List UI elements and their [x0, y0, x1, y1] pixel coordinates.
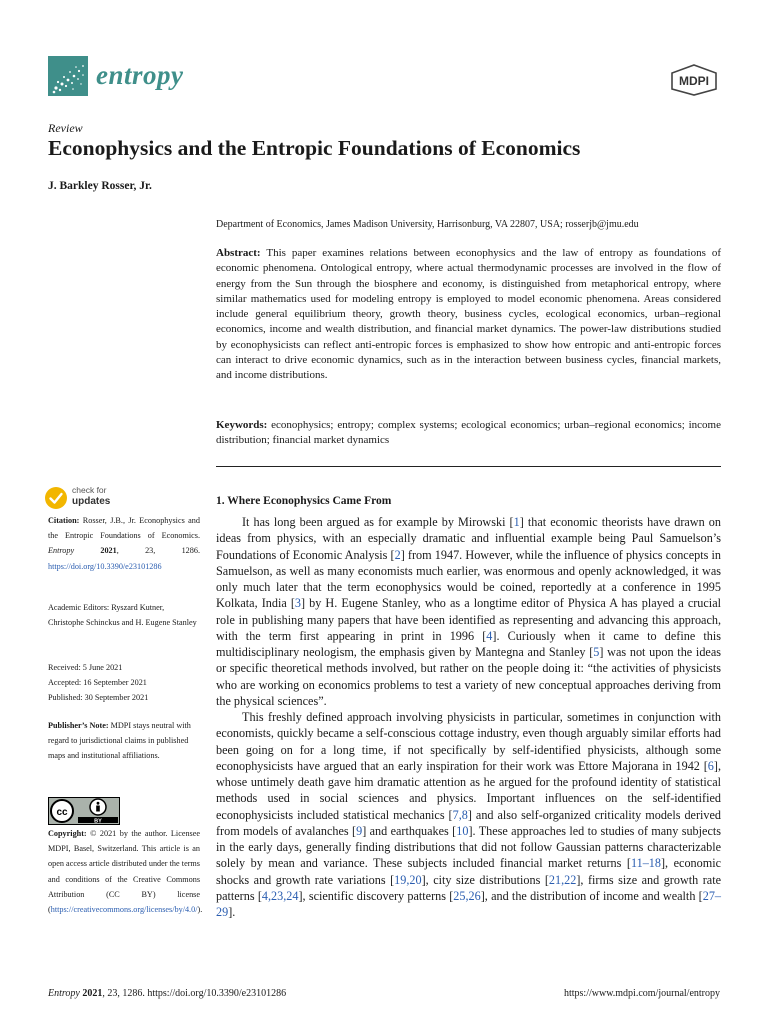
svg-text:cc: cc: [56, 807, 68, 818]
citation-block: [48, 513, 200, 574]
section-body: [216, 514, 721, 920]
citation-volume: , 23, 1286.: [116, 546, 200, 556]
footer-citation: [48, 988, 286, 999]
check-for-updates-button[interactable]: [44, 484, 134, 512]
paragraph-text: It has long been argued as for example by Mirowski [: [242, 515, 514, 529]
citation-journal: Entropy: [48, 546, 75, 556]
citation-ref-link[interactable]: 9: [356, 823, 363, 838]
copyright-text: © 2021 by the author. Licensee MDPI, Basel, Switzerland. This article is an open access article distributed under the terms and conditions of the Creative Commons Attribution (CC BY) license (: [48, 829, 201, 915]
abstract: [216, 246, 721, 384]
citation-ref-link[interactable]: 10: [456, 823, 469, 838]
published-date: Published: 30 September 2021: [48, 693, 149, 703]
citation-ref-link[interactable]: 1: [513, 515, 520, 529]
body-paragraph-1: [216, 514, 721, 709]
paragraph-text: ] by H. Eugene Stanley, who as a longtime editor of Physica A has played a crucial role in publishing many papers that have been identified as representing and advancing this approach, with the term first appearing in print in 1996 [: [216, 596, 721, 643]
received-date: Received: 5 June 2021: [48, 663, 123, 672]
citation-ref-link[interactable]: 4: [486, 628, 493, 643]
citation-doi-link[interactable]: https://doi.org/10.3390/e23101286: [48, 561, 162, 571]
paragraph-text: ] and also self-organized criticality models derived from models of avalanches [: [216, 807, 722, 838]
check-updates-icon: [44, 486, 68, 510]
license-link[interactable]: https://creativecommons.org/licenses/by/4.0/: [50, 905, 198, 915]
footer-year: 2021: [82, 988, 103, 999]
paragraph-text: ] was not upon the ideas or specific theoretical methods involved, but rather on the people doing it: “the activities of physicists who are working on economics problems to test a variety of new conceptual approaches deriving from the physical sciences”.: [216, 645, 721, 708]
paragraph-text: ] that economic theorists have drawn on ideas from physics, with an especially dramatic and influential example being Paul Samuelson’s Foundations of Economic Analysis [: [216, 515, 721, 562]
paragraph-text: ]. Curiously when it came to define this multidisciplinary neologism, the emphasis given by Mantegna and Stanley [: [216, 628, 722, 659]
check-updates-line2: updates: [72, 496, 111, 507]
citation-label: Citation:: [48, 516, 80, 525]
citation-ref-link[interactable]: 6: [707, 758, 714, 773]
citation-text: Rosser, J.B., Jr. Econophysics and the Entropic Foundations of Economics.: [48, 516, 200, 541]
affiliation: Department of Economics, James Madison University, Harrisonburg, VA 22807, USA; rosserjb@jmu.edu: [216, 219, 639, 230]
paragraph-text: ]. These approaches led to studies of many subjects in the early days, generally finding distributions that did not follow Gaussian patterns characterizable solely by mean and variance. These subjects included financial market returns [: [216, 823, 721, 871]
citation-ref-link[interactable]: 4,23,24: [261, 888, 299, 903]
paragraph-text: ] and earthquakes [: [362, 823, 457, 838]
check-updates-line1: check for: [72, 485, 107, 495]
cc-by-license-icon[interactable]: [48, 797, 120, 825]
section-divider: [216, 466, 721, 467]
footer-doi: , 23, 1286. https://doi.org/10.3390/e23101286: [102, 988, 287, 999]
citation-ref-link[interactable]: 7,8: [452, 807, 468, 822]
paragraph-text: ], scientific discovery patterns [: [298, 888, 454, 903]
footer-journal-url[interactable]: https://www.mdpi.com/journal/entropy: [563, 988, 720, 999]
citation-ref-link[interactable]: 21,22: [548, 872, 577, 887]
pubnote-text: MDPI stays neutral with regard to jurisdictional claims in published maps and institutional affiliations.: [48, 721, 191, 761]
publishers-note: [48, 718, 200, 764]
citation-ref-link[interactable]: 19,20: [394, 872, 422, 887]
abstract-label: Abstract:: [216, 247, 261, 259]
section-heading: 1. Where Econophysics Came From: [216, 495, 392, 507]
paragraph-text: ].: [228, 905, 236, 919]
publisher-name: MDPI: [679, 74, 709, 88]
paragraph-text: ], economic shocks and growth rate variations [: [216, 856, 721, 887]
citation-year: 2021: [100, 546, 117, 556]
mdpi-logo-icon: [668, 64, 720, 96]
keywords-text: econophysics; entropy; complex systems; ecological economics; urban–regional economics; income distribution; financial market dynamics: [216, 419, 721, 447]
dates-block: [48, 660, 200, 706]
cc-badge-text: BY: [94, 818, 102, 825]
paragraph-text: ], city size distributions [: [421, 872, 549, 887]
citation-ref-link[interactable]: 25,26: [453, 888, 481, 903]
citation-ref-link[interactable]: 11–18: [630, 856, 661, 871]
copyright-notice: [48, 826, 203, 917]
entropy-logo-icon: [48, 56, 88, 96]
citation-ref-link[interactable]: 2: [394, 547, 401, 562]
paragraph-text: ] from 1947. However, while the influence of physics concepts in Samuelson, as well as many economists much earlier, was enormous and openly acknowledged, it was only much later that the term econophysics would be coined, reportedly at a conference in 1995 Kolkata, India [: [216, 547, 721, 611]
paragraph-text: ], whose untimely death gave him dramatic attention as he argued for the profound identity of statistical methods used in social sciences and physics. Important influences on the self-identified econophysicists included statistical mechanics [: [216, 758, 721, 822]
paper-title: Econophysics and the Entropic Foundations of Economics: [48, 136, 581, 160]
pubnote-label: Publisher’s Note:: [48, 721, 109, 730]
author-list: J. Barkley Rosser, Jr.: [48, 180, 152, 192]
academic-editors: Academic Editors: Ryszard Kutner, Christophe Schinckus and H. Eugene Stanley: [48, 603, 197, 628]
citation-ref-link[interactable]: 5: [593, 645, 600, 659]
copyright-label: Copyright:: [48, 829, 87, 838]
journal-name: entropy: [96, 60, 184, 90]
footer-journal: Entropy: [48, 988, 80, 999]
keywords-label: Keywords:: [216, 419, 268, 431]
citation-ref-link[interactable]: 3: [294, 596, 301, 611]
paragraph-text: ], and the distribution of income and wealth [: [480, 888, 703, 903]
accepted-date: Accepted: 16 September 2021: [48, 678, 147, 688]
article-type: Review: [48, 121, 83, 135]
citation-ref-link[interactable]: 27–29: [216, 888, 722, 919]
copyright-text-end: ).: [197, 905, 203, 915]
body-paragraph-2: [216, 709, 721, 920]
paragraph-text: This freshly defined approach involving physicists in particular, sometimes in conjunction with economists, quickly became a self-conscious cottage industry, even though arguably similar efforts had been going on for a long time, if not specifically by self-identified physicists, although some econophysicists have argued that an early inspiration for their work was Ettore Majorana in 1942 [: [216, 710, 721, 773]
abstract-text: This paper examines relations between econophysics and the law of entropy as foundations of economic phenomena. Ontological entropy, where actual thermodynamic processes are involved in the flow of energy from the Sun through the biosphere and economy, is distinguished from metaphorical entropy, where similar mathematics used for modeling entropy is employed to model economic phenomena. Areas considered include general equilibrium theory, growth theory, business cycles, ecological economics, urban–regional economics, income and wealth distribution, and financial market dynamics. The power-law distributions studied by econophysicists can reflect anti-entropic forces is emphasized to show how entropic and anti-entropic forces can interact to drive economic dynamics, such as in the interaction between business cycles, financial markets, and income distributions.: [216, 247, 721, 382]
keywords: [216, 418, 721, 449]
paragraph-text: ], firms size and growth rate patterns [: [216, 872, 721, 903]
